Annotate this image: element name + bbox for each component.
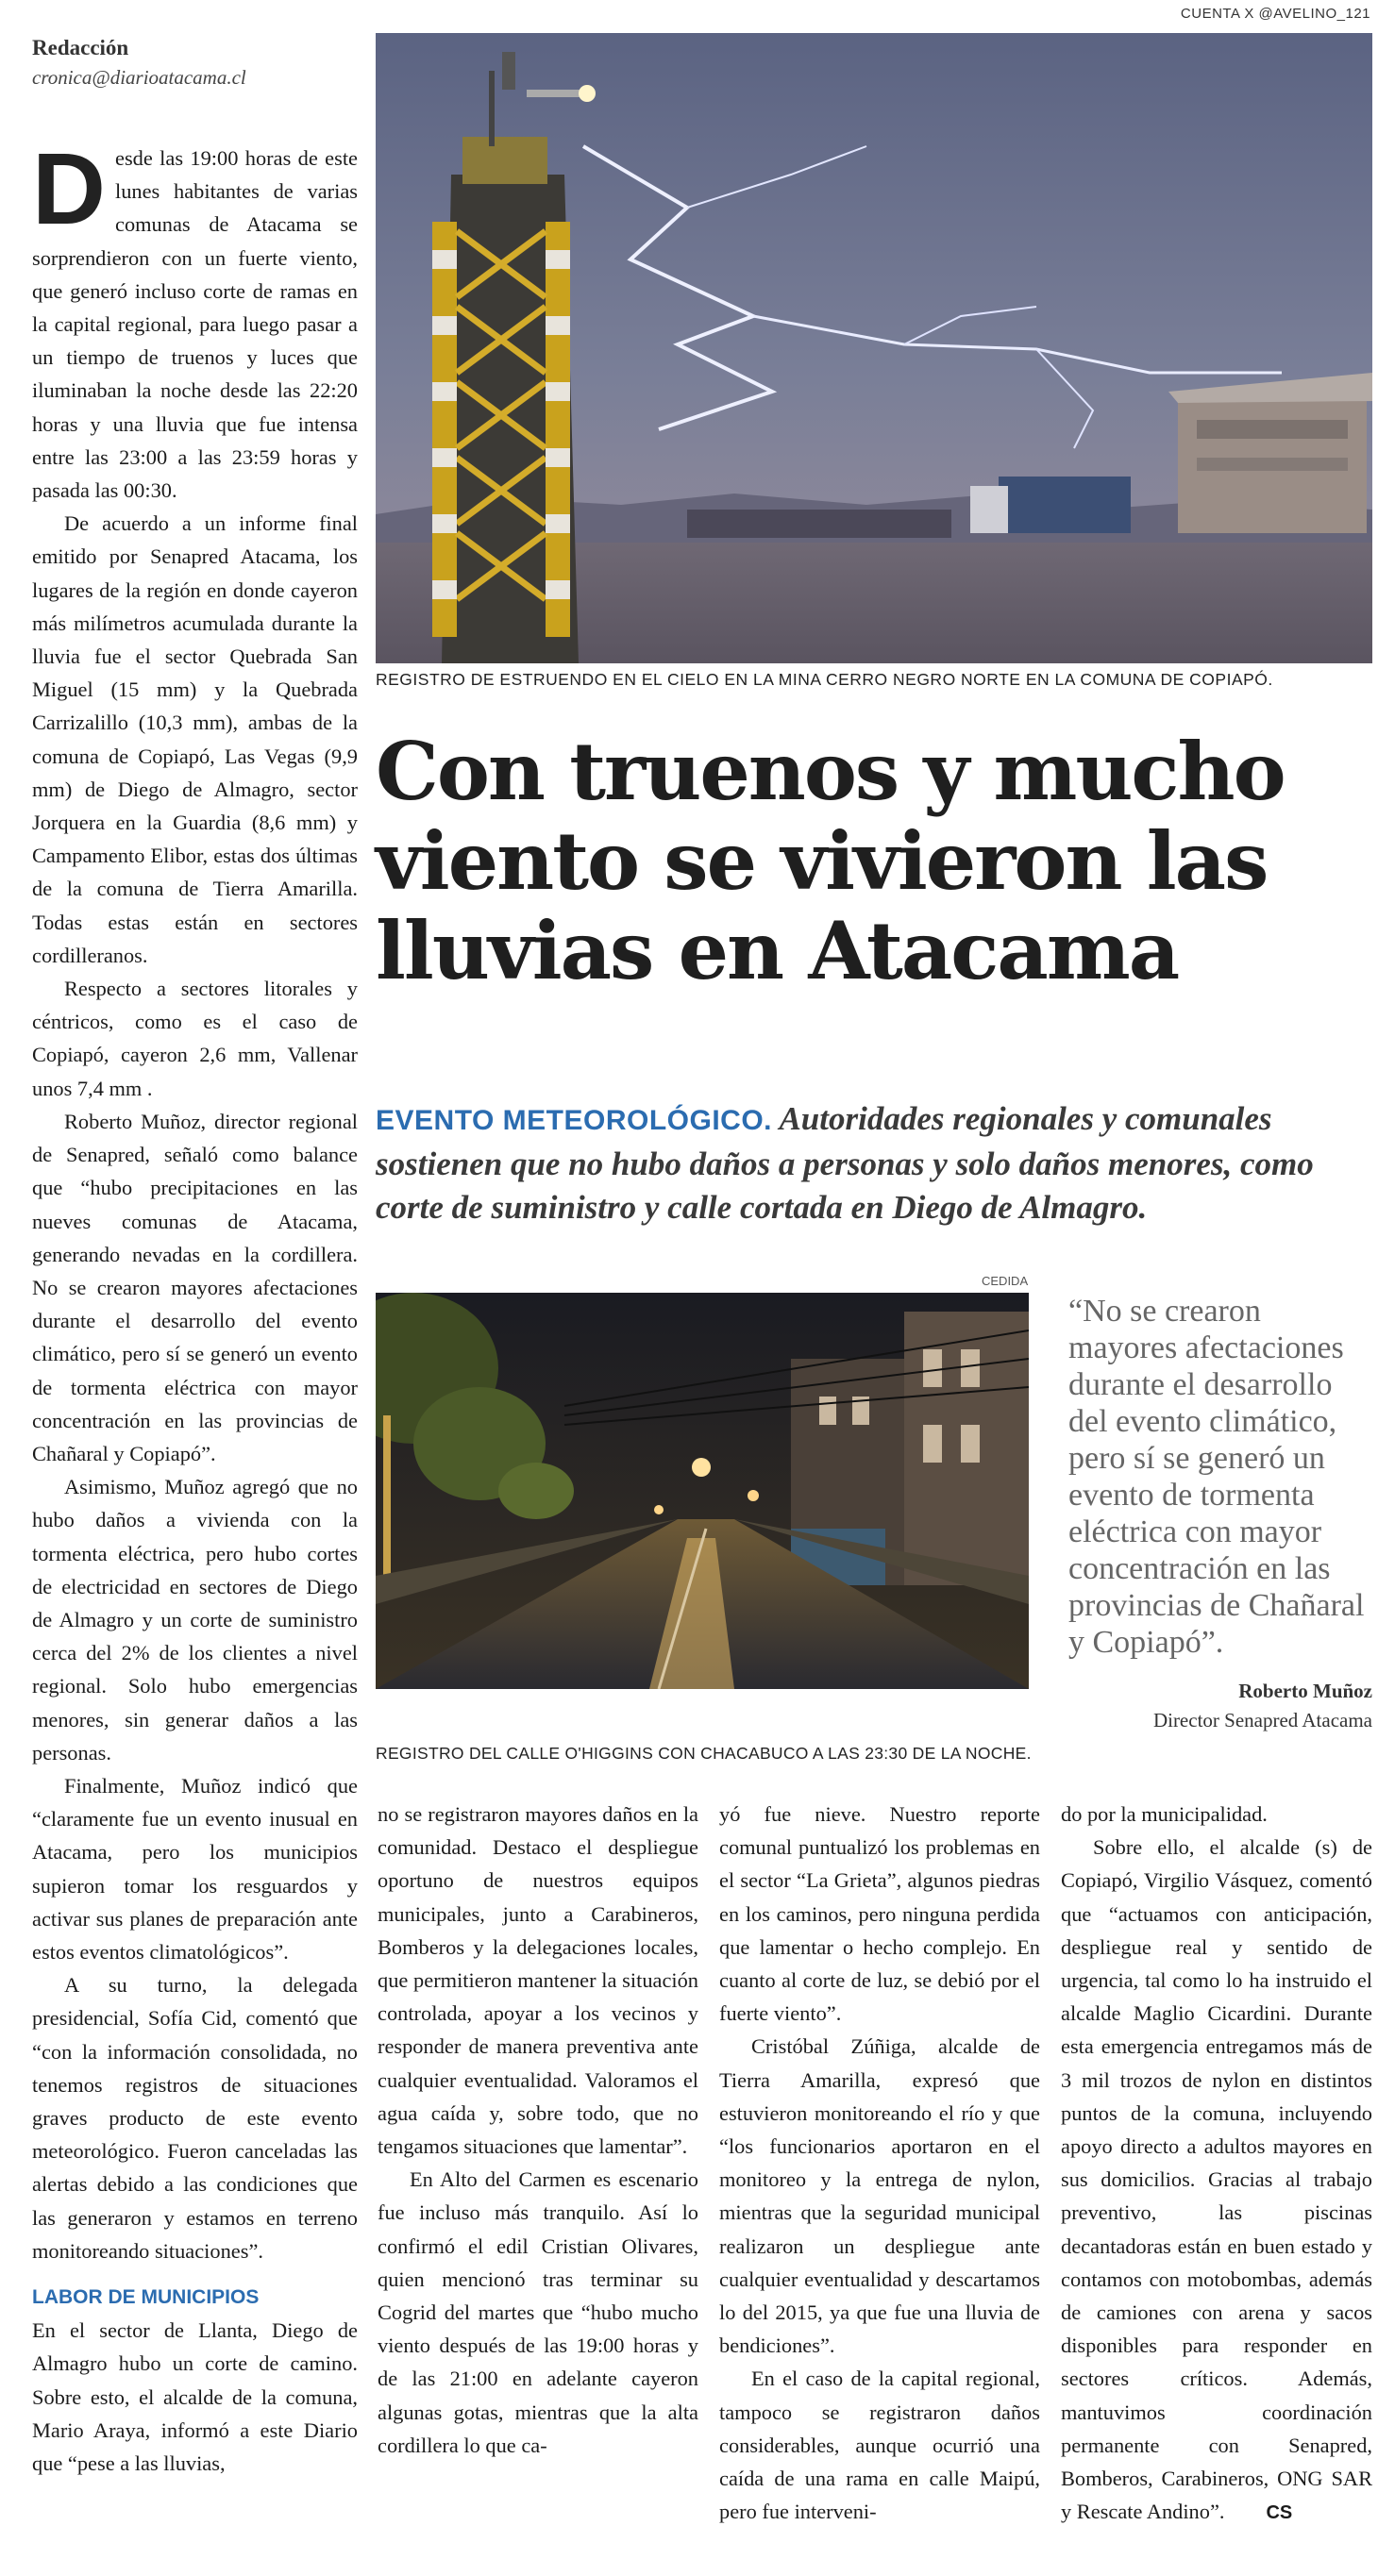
pull-quote: “No se crearon mayores afectaciones durante el desarrollo del evento climático, pero sí se generó un evento de tormenta eléctrica con mayor concentración en las provincias de Chañaral y Copiapó”. xyxy=(1068,1294,1365,1660)
paragraph: Asimismo, Muñoz agregó que no hubo daños a vivienda con la tormenta eléctrica, pero hubo cortes de electricidad en sectores de Diego de Almagro y un corte de suministro cerca del 2% de los clientes a nivel regional. Solo hubo emergencias menores, sin generar daños a las personas. xyxy=(32,1475,358,1765)
street-photo xyxy=(376,1293,1029,1689)
article-column-4 xyxy=(1061,1798,1372,2530)
article-column-1 xyxy=(32,131,358,2480)
paragraph: Respecto a sectores litorales y céntricos, como es el caso de Copiapó, cayeron 2,6 mm, Vallenar unos 7,4 mm . xyxy=(32,977,358,1100)
author-name: Redacción xyxy=(32,36,129,59)
paragraph: Roberto Muñoz, director regional de Senapred, señaló como balance que “hubo precipitaciones en las nueves comunas de Atacama, generando nevadas en la cordillera. No se crearon mayores afectaciones durante el desarrollo del evento climático, pero sí se generó un evento de tormenta eléctrica con mayor concentración en las provincias de Chañaral y Copiapó”. xyxy=(32,1109,358,1465)
pull-quote-author-name: Roberto Muñoz xyxy=(1238,1680,1372,1702)
paragraph: Sobre ello, el alcalde (s) de Copiapó, Virgilio Vásquez, comentó que “actuamos con anticipación, despliegue real y sentido de urgencia, tal como lo ha instruido el alcalde Maglio Cicardini. Durante esta emergencia entregamos más de 3 mil trozos de nylon en distintos puntos de la comuna, incluyendo apoyo directo a adultos mayores en sus domicilios. Gracias al trabajo preventivo, las piscinas decantadoras están en buen estado y contamos con motobombas, además de camiones con arena y sacos disponibles para responder en sectores críticos. Además, mantuvimos coordinación permanente con Senapred, Bomberos, Carabineros, ONG SAR y Rescate Andino”. CS xyxy=(1061,1831,1372,2530)
paragraph: A su turno, la delegada presidencial, Sofía Cid, comentó que “con la información consolidada, no tenemos registros de situaciones graves producto de este evento meteorológico. Fueron canceladas las alertas debido a las condiciones que las generaron y estamos en terreno monitoreando situaciones”. xyxy=(32,1973,358,2263)
lede-kicker: EVENTO METEOROLÓGICO. xyxy=(376,1105,772,1136)
paragraph: do por la municipalidad. xyxy=(1061,1802,1268,1826)
drop-cap: D xyxy=(32,131,106,245)
section-heading: LABOR DE MUNICIPIOS xyxy=(32,2286,260,2308)
article-column-3 xyxy=(719,1798,1040,2528)
pull-quote-author xyxy=(1153,1680,1372,1732)
byline xyxy=(32,36,353,90)
lead-photo-caption: REGISTRO DE ESTRUENDO EN EL CIELO EN LA MINA CERRO NEGRO NORTE EN LA COMUNA DE COPIAPÓ. xyxy=(376,670,1273,689)
paragraph: En el caso de la capital regional, tampoco se registraron daños considerables, aunque ocurrió una caída de una rama en calle Maipú, pero fue interveni- xyxy=(719,2367,1040,2524)
author-email[interactable]: cronica@diarioatacama.cl xyxy=(32,66,246,89)
lead-photo xyxy=(376,33,1372,663)
paragraph: Desde las 19:00 horas de este lunes habitantes de varias comunas de Atacama se sorprendieron con un fuerte viento, que generó incluso corte de ramas en la capital regional, para luego pasar a un tiempo de truenos y luces que iluminaban la noche desde las 22:20 horas y una lluvia que fue intensa entre las 23:00 a las 23:59 horas y pasada las 00:30. xyxy=(32,131,358,503)
photo-credit-top: CUENTA X @AVELINO_121 xyxy=(1180,6,1370,22)
lede xyxy=(376,1097,1372,1229)
rainy-street-illustration xyxy=(376,1293,1029,1689)
article-column-2 xyxy=(378,1798,698,2462)
paragraph: En el sector de Llanta, Diego de Almagro hubo un corte de camino. Sobre esto, el alcalde de la comuna, Mario Araya, informó a este Diario que “pese a las lluvias, xyxy=(32,2318,358,2476)
paragraph: Cristóbal Zúñiga, alcalde de Tierra Amarilla, expresó que estuvieron monitoreando el río y que “los funcionarios aportaron en el monitoreo y la entrega de nylon, mientras que la seguridad municipal realizaron un despliegue ante cualquier eventualidad y descartamos lo del 2015, ya que fue una lluvia de bendiciones”. xyxy=(719,2034,1040,2358)
photo2-credit: CEDIDA xyxy=(982,1274,1029,1288)
paragraph: Finalmente, Muñoz indicó que “claramente fue un evento inusual en Atacama, pero los municipios supieron tomar los resguardos y activar sus planes de preparación ante estos eventos climatológicos”. xyxy=(32,1773,358,1964)
end-mark: CS xyxy=(1266,2502,1293,2524)
headline: Con truenos y mucho viento se vivieron las lluvias en Atacama xyxy=(376,725,1285,997)
lede-text: Autoridades regionales y comunales sostienen que no hubo daños a personas y solo daños menores, como corte de suministro y calle cortada en Diego de Almagro. xyxy=(376,1100,1314,1226)
lightning-photo-illustration xyxy=(376,33,1372,663)
pull-quote-author-role: Director Senapred Atacama xyxy=(1152,1709,1372,1731)
paragraph: En Alto del Carmen es escenario fue incluso más tranquilo. Así lo confirmó el edil Cristian Olivares, quien mencionó tras terminar su Cogrid del martes que “hubo mucho viento después de las 19:00 horas y de las 21:00 en adelante cayeron algunas gotas, mientras que la alta cordillera lo que ca- xyxy=(378,2167,698,2457)
paragraph: yó fue nieve. Nuestro reporte comunal puntualizó los problemas en el sector “La Grieta”, algunos piedras en los caminos, pero ninguna perdida que lamentar o hecho complejo. En cuanto al corte de luz, se debió por el fuerte viento”. xyxy=(719,1802,1040,2026)
paragraph: De acuerdo a un informe final emitido por Senapred Atacama, los lugares de la región en donde cayeron más milímetros acumulada durante la lluvia fue el sector Quebrada San Miguel (15 mm) y la Quebrada Carrizalillo (10,3 mm), ambas de la comuna de Copiapó, Las Vegas (9,9 mm) de Diego de Almagro, sector Jorquera en la Guardia (8,6 mm) y Campamento Elibor, estas dos últimas de la comuna de Tierra Amarilla. Todas estas están en sectores cordilleranos. xyxy=(32,511,358,967)
paragraph: no se registraron mayores daños en la comunidad. Destaco el despliegue oportuno de nuestros equipos municipales, junto a Carabineros, Bomberos y la delegaciones locales, que permitieron mantener la situación controlada, apoyar a los vecinos y responder de manera preventiva ante cualquier eventualidad. Valoramos el agua caída y, sobre todo, que no tengamos situaciones que lamentar”. xyxy=(378,1802,698,2159)
street-photo-caption: REGISTRO DEL CALLE O'HIGGINS CON CHACABUCO A LAS 23:30 DE LA NOCHE. xyxy=(376,1744,1032,1763)
